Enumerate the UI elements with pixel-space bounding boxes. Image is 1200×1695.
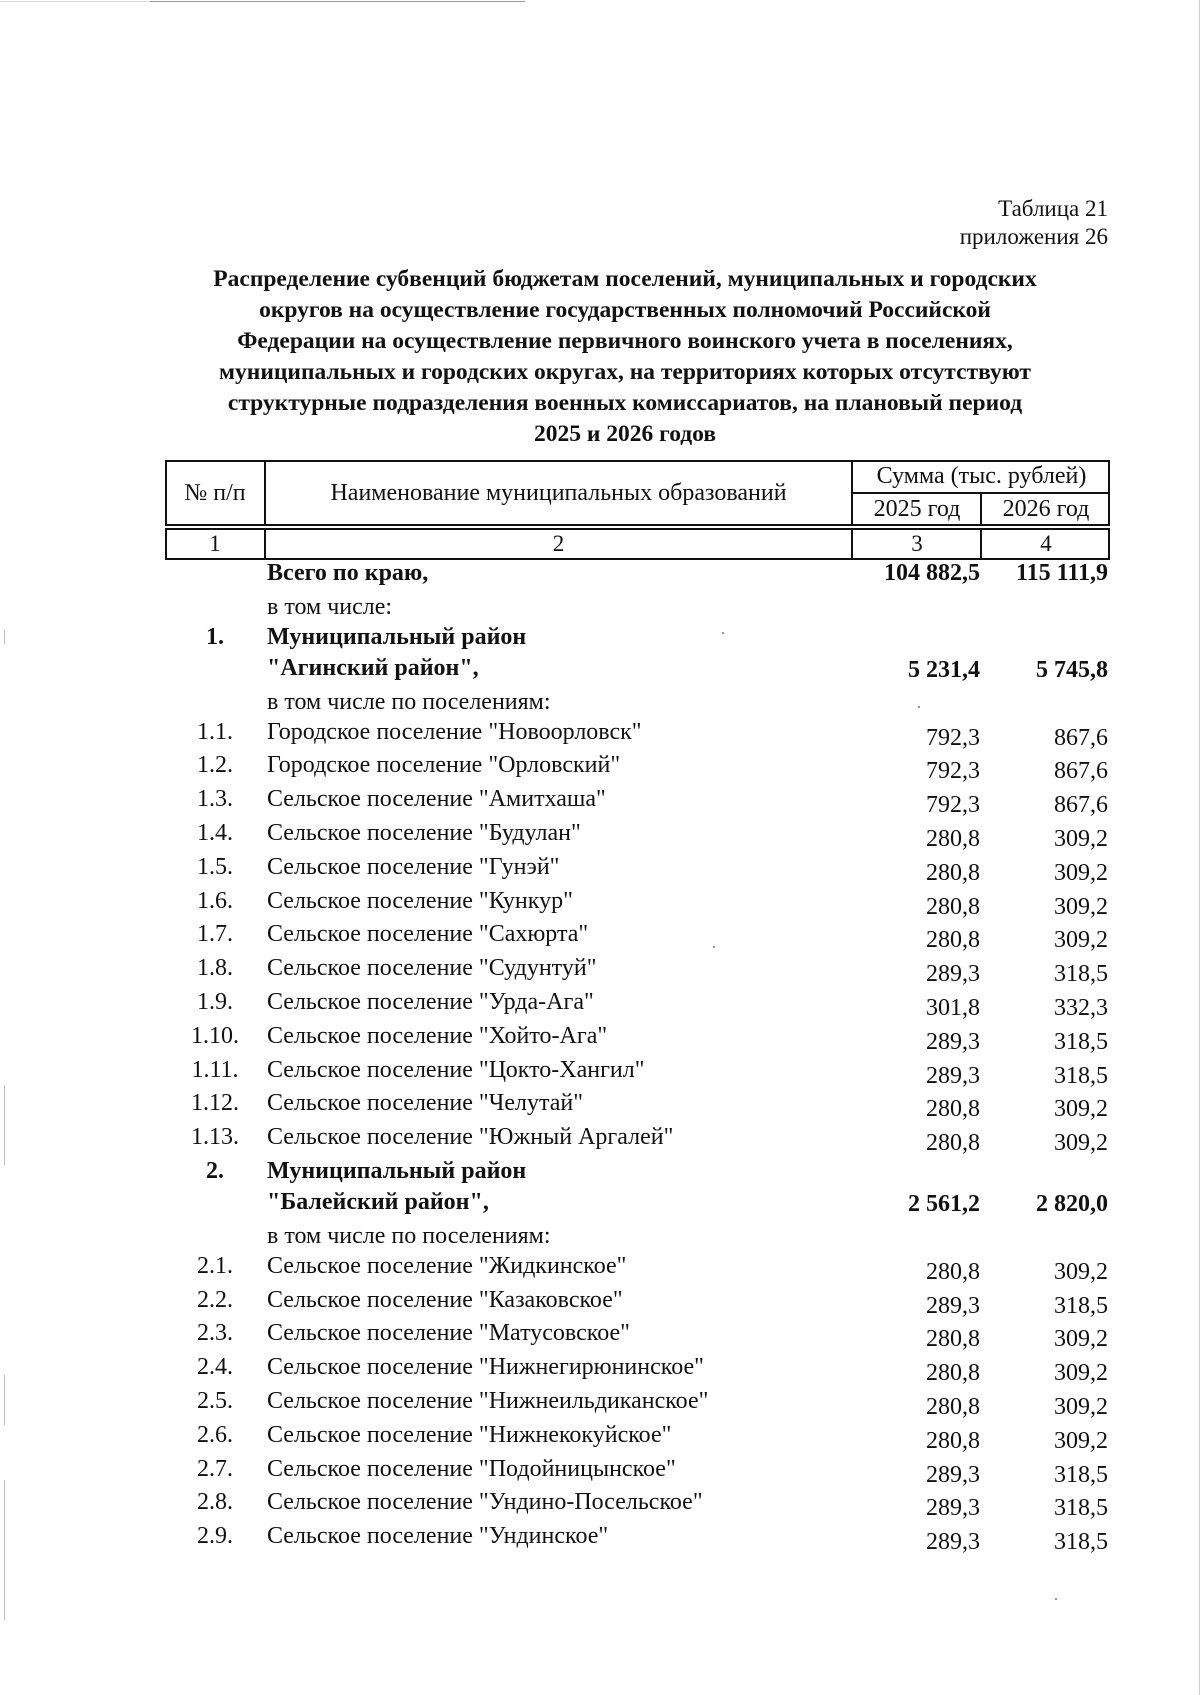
row-value-2026: 318,5 [1054,1529,1108,1556]
row-value-2025: 289,3 [926,1062,980,1089]
row-number: 2.7. [197,1455,233,1482]
row-value-2025: 280,8 [926,893,980,920]
table-row-district [0,1189,1200,1223]
row-value-2025: 289,3 [926,1028,980,1055]
row-name: Сельское поселение "Цокто-Хангил" [267,1056,645,1083]
table-row [0,1287,1200,1321]
row-number: 2.8. [197,1489,233,1516]
column-index: 3 [911,531,923,556]
row-value-2026: 5 745,8 [1036,656,1108,683]
title-line: структурные подразделения военных комиссариатов, на плановый период [227,390,1023,416]
row-name: Сельское поселение "Судунтуй" [267,955,597,982]
row-name: Сельское поселение "Кункур" [267,887,573,914]
row-number: 2.6. [197,1421,233,1448]
row-name: "Балейский район", [267,1188,489,1215]
row-name: Городское поселение "Орловский" [267,752,621,779]
row-number: 2.3. [197,1320,233,1347]
table-row [0,1489,1200,1523]
row-name: Сельское поселение "Южный Аргалей" [267,1124,674,1151]
table-row-district [0,1158,1200,1189]
row-value-2025: 301,8 [926,994,980,1021]
row-name: Сельское поселение "Челутай" [267,1090,584,1117]
row-name: Сельское поселение "Сахюрта" [267,921,589,948]
table-body [0,560,1200,1557]
row-value-2025: 5 231,4 [908,656,980,683]
table-reference [960,195,1108,251]
row-number: 2.2. [197,1286,233,1313]
row-value-2025: 280,8 [926,1326,980,1353]
row-name: Сельское поселение "Нижнекокуйское" [267,1421,672,1448]
row-note: в том числе: [267,593,393,620]
table-row [0,1354,1200,1388]
title-line: муниципальных и городских округах, на территориях которых отсутствуют [219,359,1031,385]
row-value-2026: 309,2 [1054,893,1108,920]
table-row [0,1057,1200,1091]
table-row [0,888,1200,922]
row-number: 1.10. [191,1022,239,1049]
table-row-district [0,624,1200,655]
row-value-2025: 280,8 [926,1258,980,1285]
row-number: 2.5. [197,1387,233,1414]
row-name: Всего по краю, [267,560,429,586]
row-number: 1.8. [197,955,233,982]
row-value-2025: 2 561,2 [908,1190,980,1217]
row-name: Сельское поселение "Нижнегирюнинское" [267,1354,704,1381]
table-row [0,921,1200,955]
row-value-2025: 280,8 [926,1360,980,1387]
table-row [0,1456,1200,1490]
row-number: 1.2. [197,752,233,779]
row-value-2026: 332,3 [1054,994,1108,1021]
scan-edge-line [0,1,150,2]
row-value-2026: 318,5 [1054,1292,1108,1319]
row-number: 1.12. [191,1090,239,1117]
row-value-2025: 280,8 [926,1096,980,1123]
row-value-2026: 318,5 [1054,961,1108,988]
row-number: 1.6. [197,887,233,914]
title-line: Федерации на осуществление первичного воинского учета в поселениях, [237,328,1013,354]
title-line: Распределение субвенций бюджетам поселений, муниципальных и городских [213,266,1037,292]
row-number: 2. [206,1157,224,1184]
row-number: 1.11. [191,1056,239,1083]
column-header-sum: Сумма (тыс. рублей) [876,463,1087,489]
row-number: 1.13. [191,1124,239,1151]
row-value-2026: 309,2 [1054,1360,1108,1387]
row-value-2026: 309,2 [1054,1427,1108,1454]
table-row [0,1422,1200,1456]
row-value-2026: 309,2 [1054,1130,1108,1157]
row-number: 2.4. [197,1354,233,1381]
row-value-2026: 309,2 [1054,825,1108,852]
row-value-2025: 280,8 [926,1427,980,1454]
row-number: 1.4. [197,819,233,846]
row-value-2026: 115 111,9 [1015,560,1108,586]
column-header-2025: 2025 год [873,496,961,522]
row-number: 1.9. [197,988,233,1015]
column-index: 2 [552,531,565,556]
title-line: 2025 и 2026 годов [533,421,717,447]
row-value-2026: 318,5 [1054,1495,1108,1522]
row-note: в том числе по поселениям: [267,1222,551,1249]
row-value-2025: 289,3 [926,1495,980,1522]
row-value-2025: 280,8 [926,1130,980,1157]
row-value-2026: 867,6 [1054,792,1108,819]
row-value-2026: 309,2 [1054,859,1108,886]
row-value-2025: 289,3 [926,1461,980,1488]
column-index: 1 [209,531,221,556]
table-number-label: Таблица 21 [998,196,1108,221]
settlement-list [0,719,1200,1158]
title-line: округов на осуществление государственных полномочий Российской [259,297,991,323]
row-value-2025: 792,3 [926,758,980,785]
row-name: Сельское поселение "Урда-Ага" [267,988,594,1015]
row-value-2025: 289,3 [926,1529,980,1556]
row-number: 1. [206,623,224,650]
table-row [0,786,1200,820]
row-name: Сельское поселение "Матусовское" [267,1320,630,1347]
row-name: Сельское поселение "Амитхаша" [267,786,606,813]
row-name: Сельское поселение "Ундино-Посельское" [267,1489,703,1516]
row-value-2025: 280,8 [926,825,980,852]
row-name: Сельское поселение "Хойто-Ага" [267,1022,608,1049]
row-value-2025: 792,3 [926,724,980,751]
row-name: Сельское поселение "Жидкинское" [267,1252,627,1279]
row-name: Сельское поселение "Подойницынское" [267,1455,676,1482]
column-header-2026: 2026 год [1002,496,1090,522]
row-name: Сельское поселение "Гунэй" [267,853,560,880]
table-row [0,1023,1200,1057]
row-number: 1.1. [197,718,233,745]
table-row [0,854,1200,888]
row-number: 1.7. [197,921,233,948]
table-row-total [0,560,1200,594]
row-value-2026: 867,6 [1054,724,1108,751]
row-value-2026: 309,2 [1054,927,1108,954]
appendix-label: приложения 26 [959,224,1108,249]
row-number: 2.9. [197,1523,233,1550]
column-index: 4 [1040,531,1052,556]
row-value-2025: 792,3 [926,792,980,819]
settlement-list [0,1253,1200,1557]
row-value-2026: 318,5 [1054,1028,1108,1055]
column-header-number: № п/п [184,479,246,506]
row-name: "Агинский район", [267,654,479,681]
row-value-2026: 309,2 [1054,1326,1108,1353]
table-row-note [0,1223,1200,1253]
column-header-name: Наименование муниципальных образований [330,479,787,506]
row-name: Муниципальный район [267,1157,527,1184]
row-note: в том числе по поселениям: [267,688,551,715]
row-name: Сельское поселение "Казаковское" [267,1286,623,1313]
row-name: Сельское поселение "Ундинское" [267,1523,609,1550]
row-value-2026: 867,6 [1054,758,1108,785]
row-value-2025: 280,8 [926,927,980,954]
row-value-2025: 280,8 [926,859,980,886]
row-name: Сельское поселение "Будулан" [267,819,581,846]
table-row [0,1320,1200,1354]
document-title [150,264,1100,450]
row-number: 1.3. [197,786,233,813]
table-row-district [0,655,1200,689]
table-row [0,1090,1200,1124]
table-row [0,1388,1200,1422]
table-header [165,460,1110,560]
row-number: 1.5. [197,853,233,880]
row-name: Муниципальный район [267,623,527,650]
row-value-2026: 309,2 [1054,1258,1108,1285]
table-row-note [0,594,1200,624]
table-row [0,820,1200,854]
row-value-2026: 309,2 [1054,1393,1108,1420]
table-row [0,989,1200,1023]
table-row-note [0,689,1200,719]
row-value-2025: 280,8 [926,1393,980,1420]
row-name: Сельское поселение "Нижнеильдиканское" [267,1387,709,1414]
row-number: 2.1. [197,1252,233,1279]
table-row [0,1253,1200,1287]
scan-edge-line [150,1,525,2]
row-value-2026: 2 820,0 [1036,1190,1108,1217]
row-name: Городское поселение "Новоорловск" [267,718,642,745]
table-row [0,955,1200,989]
scan-speck [1055,1598,1057,1600]
table-row [0,752,1200,786]
row-value-2026: 318,5 [1054,1062,1108,1089]
table-row [0,1523,1200,1557]
row-value-2025: 289,3 [926,961,980,988]
row-value-2025: 289,3 [926,1292,980,1319]
table-row [0,719,1200,753]
table-row [0,1124,1200,1158]
row-value-2025: 104 882,5 [884,560,980,586]
row-value-2026: 318,5 [1054,1461,1108,1488]
row-value-2026: 309,2 [1054,1096,1108,1123]
